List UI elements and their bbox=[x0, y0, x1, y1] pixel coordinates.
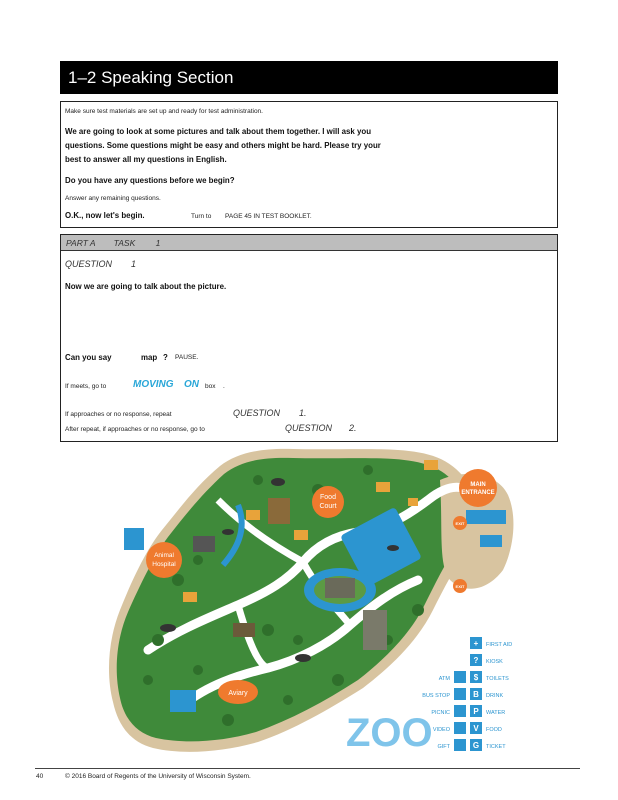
aviary-label: Aviary bbox=[228, 690, 248, 697]
zoo-map bbox=[88, 440, 558, 760]
box-label: box bbox=[205, 383, 216, 390]
legend-icon-glyph: B bbox=[473, 690, 479, 699]
legend-label-left: BUS STOP bbox=[422, 693, 450, 699]
legend-icon-glyph: ? bbox=[473, 656, 479, 665]
legend-label-right: WATER bbox=[486, 710, 506, 716]
repeat-question-label: QUESTION bbox=[233, 408, 281, 418]
setup-instruction: Make sure test materials are set up and ready for test administration. bbox=[65, 108, 263, 115]
question-number: 1 bbox=[131, 259, 137, 269]
legend-icon-glyph: V bbox=[473, 724, 479, 733]
question-label: QUESTION bbox=[65, 259, 113, 269]
legend-label-right: TICKET bbox=[486, 744, 506, 750]
map-word: map bbox=[141, 352, 158, 362]
legend-label-right: FIRST AID bbox=[486, 642, 513, 648]
animal-hospital-line2: Hospital bbox=[152, 561, 176, 568]
script-line-2: questions. Some questions might be easy and others might be hard. Please try your bbox=[65, 140, 381, 150]
task-number: 1 bbox=[155, 238, 161, 248]
legend-icon-left bbox=[454, 739, 466, 751]
on-label: ON bbox=[184, 379, 199, 390]
legend-label-left: VIDEO bbox=[432, 727, 450, 733]
moving-label: MOVING bbox=[133, 379, 174, 390]
task-label: TASK bbox=[113, 238, 136, 248]
can-you-say: Can you say bbox=[65, 352, 112, 362]
script-line-1: We are going to look at some pictures and talk about them together. I will ask you bbox=[65, 126, 372, 136]
food-court-bubble bbox=[312, 486, 344, 518]
copyright: © 2016 Board of Regents of the University of Wisconsin System. bbox=[65, 773, 251, 780]
exit-label-2: EXIT bbox=[455, 584, 465, 589]
answer-instruction: Answer any remaining questions. bbox=[65, 195, 161, 202]
legend-icon-left bbox=[454, 705, 466, 717]
exit-label-1: EXIT bbox=[455, 521, 465, 526]
legend-label-right: KIOSK bbox=[486, 659, 503, 665]
zoo-title: ZOO bbox=[346, 711, 433, 755]
food-court-line1: Food bbox=[320, 494, 336, 501]
legend-icon-glyph: $ bbox=[473, 673, 479, 682]
legend-icon-left bbox=[454, 722, 466, 734]
legend-icon-left bbox=[454, 688, 466, 700]
food-court-line2: Court bbox=[319, 503, 337, 510]
main-entrance-line1: MAIN bbox=[470, 482, 486, 488]
footer-rule bbox=[35, 768, 580, 769]
goto-question-label: QUESTION bbox=[285, 423, 333, 433]
legend-label-right: DRINK bbox=[486, 693, 504, 699]
legend-icon-glyph: P bbox=[473, 707, 479, 716]
main-entrance-line2: ENTRANCE bbox=[461, 490, 495, 496]
map-legend bbox=[422, 637, 512, 751]
main-entrance-bubble bbox=[459, 469, 497, 507]
begin-line: O.K., now let's begin. bbox=[65, 210, 145, 220]
legend-icon-glyph: G bbox=[472, 741, 480, 750]
question-mark: ? bbox=[163, 352, 168, 362]
if-approaches-label: If approaches or no response, repeat bbox=[65, 411, 172, 418]
goto-question-number: 2. bbox=[349, 423, 357, 433]
page-reference: PAGE 45 IN TEST BOOKLET. bbox=[225, 213, 312, 220]
legend-label-left: GIFT bbox=[437, 744, 450, 750]
script-line-3: best to answer all my questions in English. bbox=[65, 154, 227, 164]
part-label: PART A bbox=[66, 238, 96, 248]
animal-hospital-line1: Animal bbox=[154, 552, 174, 559]
animal-hospital-bubble bbox=[146, 542, 182, 578]
repeat-question-number: 1. bbox=[299, 408, 307, 418]
section-title: 1–2 Speaking Section bbox=[60, 61, 558, 94]
questions-prompt: Do you have any questions before we begin? bbox=[65, 175, 235, 185]
legend-icon-left bbox=[454, 671, 466, 683]
legend-label-right: TOILETS bbox=[486, 676, 509, 682]
pause-label: PAUSE. bbox=[175, 354, 199, 361]
intro-box bbox=[60, 101, 558, 228]
period-label: . bbox=[223, 383, 225, 390]
picture-prompt: Now we are going to talk about the picture. bbox=[65, 281, 227, 291]
turn-to-label: Turn to bbox=[191, 213, 212, 220]
legend-icon-glyph: + bbox=[473, 639, 479, 648]
after-repeat-label: After repeat, if approaches or no response, go to bbox=[65, 426, 205, 433]
if-meets-label: If meets, go to bbox=[65, 383, 107, 390]
legend-label-left: ATM bbox=[438, 676, 450, 682]
page-number: 40 bbox=[36, 773, 44, 780]
task-box bbox=[60, 234, 558, 442]
legend-label-left: PICNIC bbox=[431, 710, 450, 716]
legend-label-right: FOOD bbox=[486, 727, 502, 733]
part-header bbox=[61, 235, 557, 251]
